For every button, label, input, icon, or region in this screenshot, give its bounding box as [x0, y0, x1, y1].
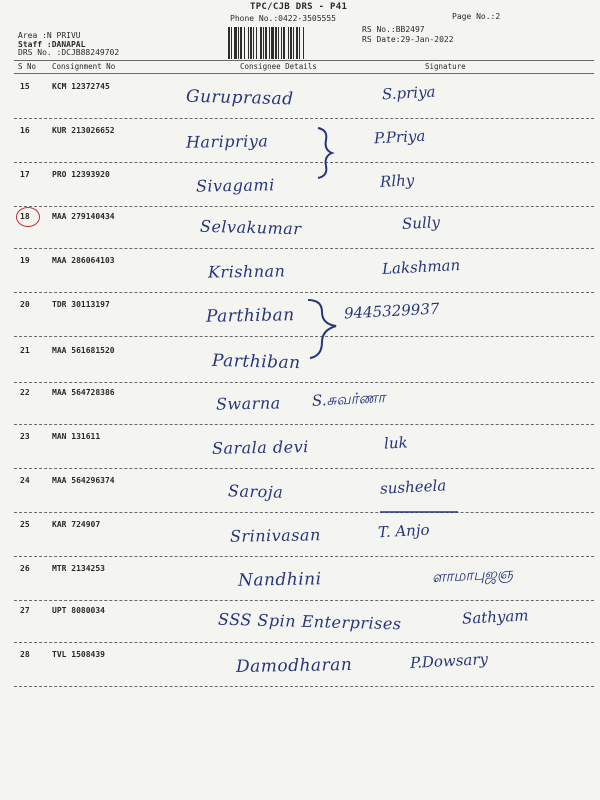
row-consignment: MAA 564728386 [52, 388, 115, 397]
signature: Sathyam [461, 606, 529, 628]
row-sno: 22 [20, 388, 30, 397]
drs-number: DRS No. :DCJB88249702 [18, 48, 120, 57]
signature: susheela [379, 476, 447, 498]
consignee-name: Parthiban [205, 305, 295, 327]
brace-mark [318, 128, 332, 178]
signature: Rlhy [379, 171, 415, 191]
row-consignment: MAA 561681520 [52, 346, 115, 355]
row-sno: 19 [20, 256, 30, 265]
row-sno: 16 [20, 126, 30, 135]
row-sno: 26 [20, 564, 30, 573]
row-sno: 17 [20, 170, 30, 179]
row-consignment: KUR 213026652 [52, 126, 115, 135]
phone-number: Phone No.:0422-3505555 [230, 14, 336, 23]
row-consignment: KCM 12372745 [52, 82, 110, 91]
consignee-name: Nandhini [237, 569, 322, 591]
col-sno: S No [18, 62, 37, 71]
row-sno: 25 [20, 520, 30, 529]
signature: P.Priya [373, 126, 426, 148]
col-consignment: Consignment No [52, 62, 116, 71]
row-consignment: PRO 12393920 [52, 170, 110, 179]
row-sno: 15 [20, 82, 30, 91]
row-consignment: KAR 724907 [52, 520, 101, 529]
row-consignment: TDR 30113197 [52, 300, 110, 309]
signature: T. Anjo [377, 520, 430, 542]
col-signature: Signature [425, 62, 466, 71]
signature: S.priya [381, 82, 436, 104]
sheet-title: TPC/CJB DRS - P41 [250, 2, 348, 12]
row-sno: 27 [20, 606, 30, 615]
consignee-name: Sarala devi [211, 437, 309, 458]
signature: Lakshman [381, 255, 461, 279]
signature: luk [383, 433, 409, 453]
consignee-name: Guruprasad [185, 86, 294, 110]
row-consignment: TVL 1508439 [52, 650, 105, 659]
row-consignment: MAN 131611 [52, 432, 101, 441]
row-sno: 18 [20, 212, 30, 221]
row-consignment: MTR 2134253 [52, 564, 105, 573]
consignee-name: Sivagami [195, 175, 275, 196]
consignee-name: Damodharan [235, 654, 353, 678]
staff-label: Staff :DANAPAL [18, 40, 86, 49]
row-consignment: MAA 286064103 [52, 256, 115, 265]
page-number: Page No.:2 [452, 12, 501, 21]
consignee-name: Selvakumar [199, 216, 302, 239]
col-consignee: Consignee Details [240, 62, 317, 71]
area-label: Area :N PRIVU [18, 31, 81, 40]
consignee-name: Haripriya [185, 131, 269, 152]
brace-mark [308, 300, 336, 358]
signature: Sully [401, 213, 441, 233]
row-consignment: MAA 279140434 [52, 212, 115, 221]
consignee-name: SSS Spin Enterprises [217, 609, 402, 634]
consignee-name: Srinivasan [229, 525, 321, 546]
consignee-name: Krishnan [207, 261, 286, 282]
row-sno: 23 [20, 432, 30, 441]
signature: P.Dowsary [409, 649, 489, 673]
signature: 9445329937 [343, 299, 440, 323]
consignee-name: Saroja [227, 481, 284, 502]
consignee-name: Parthiban [211, 350, 301, 374]
row-consignment: MAA 564296374 [52, 476, 115, 485]
row-sno: 21 [20, 346, 30, 355]
consignee-name: Swarna [215, 393, 281, 414]
row-sno: 20 [20, 300, 30, 309]
row-sno: 28 [20, 650, 30, 659]
rs-date: RS Date:29-Jan-2022 [362, 35, 454, 44]
row-consignment: UPT 8080034 [52, 606, 105, 615]
signature: S.சுவர்ணா [311, 388, 386, 410]
signature: ளாமாபுஜஞ [431, 563, 514, 587]
rs-number: RS No.:BB2497 [362, 25, 425, 34]
row-sno: 24 [20, 476, 30, 485]
